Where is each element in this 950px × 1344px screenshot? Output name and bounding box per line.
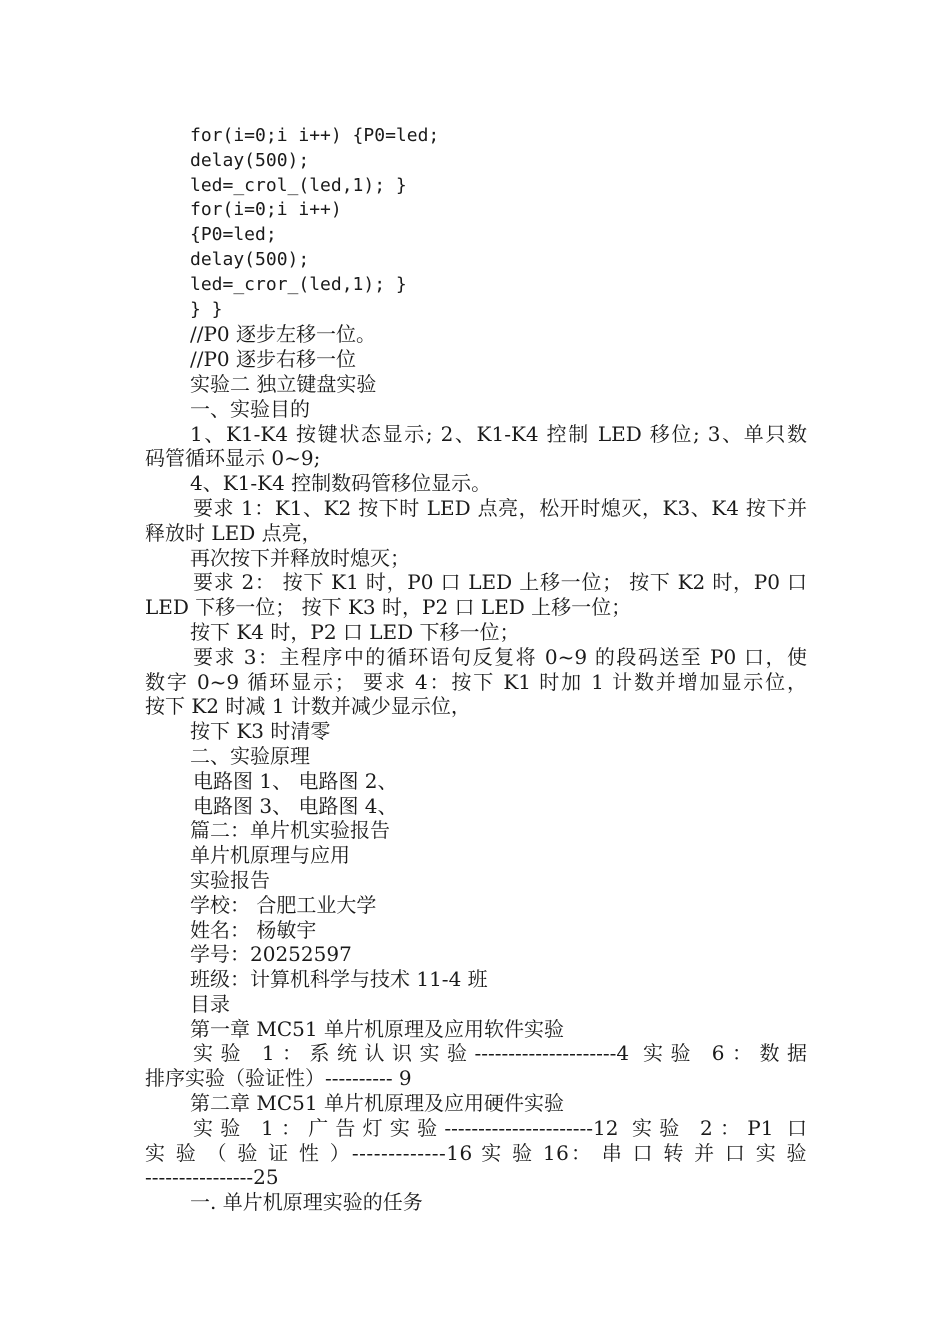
toc-entry: ----------------25 — [145, 1165, 279, 1190]
requirement-line: 释放时 LED 点亮， — [145, 520, 322, 545]
school-line: 学校： 合肥工业大学 — [190, 892, 377, 917]
requirement-line: 再次按下并释放时熄灭； — [190, 545, 410, 570]
toc-entry: 排序实验（验证性）---------- 9 — [145, 1066, 412, 1091]
toc-entry: 实验 1：广告灯实验----------------------12 实验 2：P1 口 — [193, 1115, 807, 1140]
circuit-diagram-line: 电路图 1、 电路图 2、 — [193, 768, 398, 793]
student-id-line: 学号：20252597 — [190, 942, 352, 967]
code-comment: //P0 逐步右移一位 — [190, 347, 357, 372]
code-comment: //P0 逐步左移一位。 — [190, 322, 377, 347]
toc-heading: 目录 — [190, 991, 230, 1016]
paragraph-line: 1、K1-K4 按键状态显示; 2、K1-K4 控制 LED 移位; 3、单只数 — [190, 421, 807, 446]
code-line: led=_crol_(led,1); } — [190, 174, 407, 196]
toc-entry: 实验 1：系统认识实验---------------------4 实验 6：数据 — [193, 1041, 807, 1066]
circuit-diagram-line: 电路图 3、 电路图 4、 — [193, 793, 398, 818]
code-line: {P0=led; — [190, 224, 277, 246]
subsection-heading: 一、实验目的 — [190, 396, 310, 421]
code-line: for(i=0;i i++) — [190, 199, 342, 221]
toc-chapter: 第二章 MC51 单片机原理及应用硬件实验 — [190, 1091, 564, 1116]
toc-chapter: 第一章 MC51 单片机原理及应用软件实验 — [190, 1016, 564, 1041]
part-heading: 篇二：单片机实验报告 — [190, 818, 390, 843]
requirement-line: 按下 K3 时清零 — [190, 719, 331, 744]
subsection-heading: 二、实验原理 — [190, 743, 310, 768]
toc-entry: 实 验 （ 验 证 性 ）-------------16 实 验 16： 串 口 转 并 口 实 验 — [145, 1140, 807, 1165]
report-subtitle: 实验报告 — [190, 867, 270, 892]
document-body — [145, 124, 807, 1215]
section-heading: 一. 单片机原理实验的任务 — [190, 1190, 423, 1215]
requirement-line: 要求 3：主程序中的循环语句反复将 0~9 的段码送至 P0 口，使 — [193, 644, 807, 669]
code-line: delay(500); — [190, 248, 310, 270]
name-line: 姓名： 杨敏宇 — [190, 917, 317, 942]
code-line: for(i=0;i i++) {P0=led; — [190, 125, 440, 146]
code-line: delay(500); — [190, 149, 310, 171]
requirement-line: 要求 2： 按下 K1 时，P0 口 LED 上移一位； 按下 K2 时，P0 口 — [193, 570, 807, 595]
requirement-line: 按下 K4 时，P2 口 LED 下移一位； — [190, 619, 520, 644]
section-heading: 实验二 独立键盘实验 — [190, 371, 377, 396]
paragraph-line: 码管循环显示 0~9; — [145, 446, 321, 471]
requirement-line: 要求 1：K1、K2 按下时 LED 点亮，松开时熄灭，K3、K4 按下并 — [193, 495, 807, 520]
class-line: 班级：计算机科学与技术 11-4 班 — [190, 967, 488, 992]
paragraph-line: 4、K1-K4 控制数码管移位显示。 — [190, 471, 492, 496]
requirement-line: LED 下移一位； 按下 K3 时，P2 口 LED 上移一位； — [145, 595, 632, 620]
requirement-line: 按下 K2 时减 1 计数并减少显示位， — [145, 694, 471, 719]
code-line: led=_cror_(led,1); } — [190, 273, 407, 295]
code-line: } } — [190, 298, 223, 320]
report-title: 单片机原理与应用 — [190, 843, 350, 868]
requirement-line: 数字 0~9 循环显示； 要求 4：按下 K1 时加 1 计数并增加显示位， — [145, 669, 807, 694]
